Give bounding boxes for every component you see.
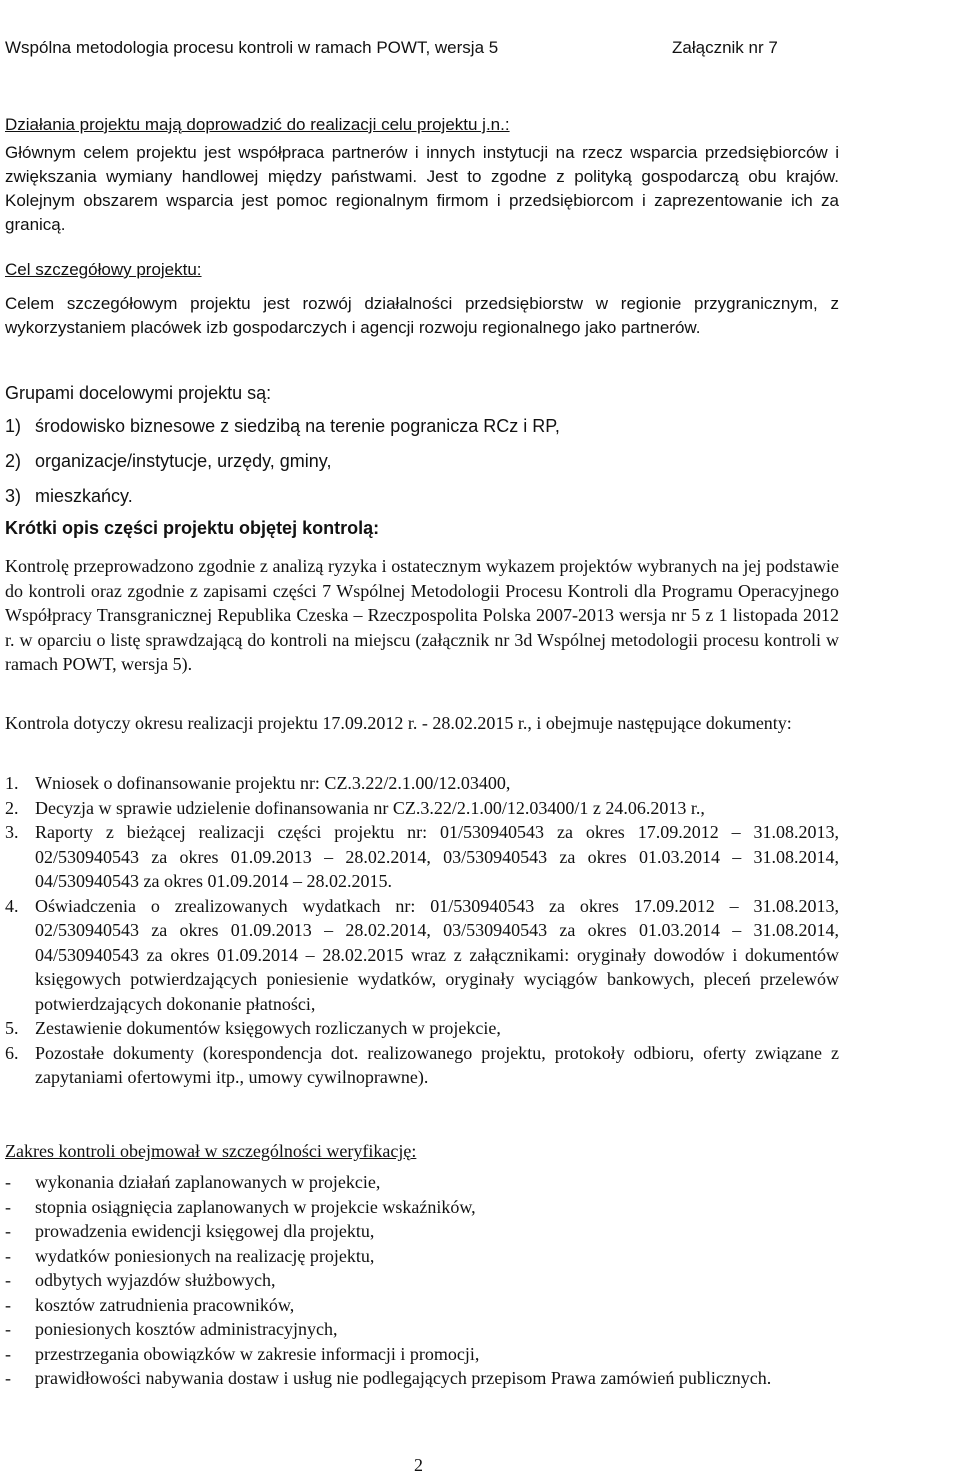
list-text: Decyzja w sprawie udzielenie dofinansowania nr CZ.3.22/2.1.00/12.03400/1 z 24.06.2013 r., <box>35 797 705 818</box>
scope-list-item: - wydatków poniesionych na realizację projektu, <box>5 1244 839 1269</box>
list-text: kosztów zatrudnienia pracowników, <box>35 1294 295 1315</box>
scope-list-item: - kosztów zatrudnienia pracowników, <box>5 1293 839 1318</box>
scope-list-item: - prawidłowości nabywania dostaw i usług nie podlegających przepisom Prawa zamówień publicznych. <box>5 1366 839 1391</box>
scope-list <box>5 1170 839 1391</box>
document-list-item <box>5 771 839 796</box>
target-group-number: 3) <box>5 486 22 506</box>
list-text: odbytych wyjazdów służbowych, <box>35 1270 276 1290</box>
section-heading-short-description: Krótki opis części projektu objętej kontrolą: <box>5 518 380 538</box>
scope-list-item: - wykonania działań zaplanowanych w projekcie, <box>5 1170 839 1195</box>
section-body-control-period: Kontrola dotyczy okresu realizacji projektu 17.09.2012 r. - 28.02.2015 r., i obejmuje następujące dokumenty: <box>5 713 792 733</box>
list-text: prawidłowości nabywania dostaw i usług nie podlegających przepisom Prawa zamówień publicznych. <box>35 1368 772 1388</box>
header-attachment: Załącznik nr 7 <box>672 38 778 57</box>
list-number: 1. <box>5 773 19 793</box>
target-group-number: 2) <box>5 451 22 471</box>
document-list-item <box>5 1016 839 1041</box>
list-number: 4. <box>5 895 19 916</box>
section-body-specific-goal: Celem szczegółowym projektu jest rozwój działalności przedsiębiorstw w regionie przygranicznym, z wykorzystaniem placówek izb gospodarczych i agencji rozwoju regionalnego jako partnerów. <box>5 294 839 337</box>
section-heading-control-scope: Zakres kontroli obejmował w szczególności weryfikację: <box>5 1141 417 1161</box>
list-text: poniesionych kosztów administracyjnych, <box>35 1319 338 1339</box>
document-list-item <box>5 796 839 821</box>
section-body-control-basis: Kontrolę przeprowadzono zgodnie z analizą ryzyka i ostatecznym wykazem projektów wybranych na jej podstawie do kontroli oraz zgodnie z zapisami części 7 Wspólnej Metodologii Procesu Kontroli dla Programu Operacyjnego Współpracy Transgranicznej Republika Czeska – Rzeczpospolita Polska 2007-2013 wersja nr 5 z 1 listopada 2012 r. w oparciu o listę sprawdzającą do kontroli na miejscu (załącznik nr 3d Wspólnej metodologii procesu kontroli w ramach POWT, wersja 5). <box>5 556 839 674</box>
list-text: wydatków poniesionych na realizację projektu, <box>35 1245 375 1266</box>
section-heading-actions: Działania projektu mają doprowadzić do realizacji celu projektu j.n.: <box>5 115 510 134</box>
list-number: 3. <box>5 822 19 842</box>
scope-list-item: - prowadzenia ewidencji księgowej dla projektu, <box>5 1219 839 1244</box>
target-group-number: 1) <box>5 416 22 436</box>
scope-list-item: - odbytych wyjazdów służbowych, <box>5 1268 839 1293</box>
scope-list-item: - poniesionych kosztów administracyjnych, <box>5 1317 839 1342</box>
section-heading-specific-goal: Cel szczegółowy projektu: <box>5 260 202 279</box>
list-text: Zestawienie dokumentów księgowych rozliczanych w projekcie, <box>35 1018 501 1038</box>
document-list-item <box>5 1041 839 1090</box>
target-group-text: środowisko biznesowe z siedzibą na terenie pogranicza RCz i RP, <box>35 416 560 436</box>
header-title: Wspólna metodologia procesu kontroli w ramach POWT, wersja 5 <box>5 38 499 57</box>
scope-list-item: - przestrzegania obowiązków w zakresie informacji i promocji, <box>5 1342 839 1367</box>
target-group-item <box>5 484 845 508</box>
document-list-item <box>5 820 839 894</box>
list-text: Raporty z bieżącej realizacji części projektu nr: 01/530940543 za okres 17.09.2012 – 31.08.2013, 02/530940543 za okres 01.09.2013 – 28.02.2014, 03/530940543 za okres 01.03.2014 – 31.08.2014, 04/530940543 za okres 01.09.2014 – 28.02.2015. <box>35 822 839 891</box>
target-group-text: mieszkańcy. <box>35 486 133 506</box>
document-list <box>5 771 839 1090</box>
list-text: Pozostałe dokumenty (korespondencja dot. realizowanego projektu, protokoły odbioru, oferty związane z zapytaniami ofertowymi itp., umowy cywilnoprawne). <box>35 1042 839 1087</box>
scope-list-item: - stopnia osiągnięcia zaplanowanych w projekcie wskaźników, <box>5 1195 839 1220</box>
target-group-item <box>5 449 845 473</box>
section-body-main-goal: Głównym celem projektu jest współpraca partnerów i innych instytucji na rzecz wsparcia przedsiębiorców i zwiększania wymiany handlowej między państwami. Jest to zgodne z polityką gospodarczą obu krajów. Kolejnym obszarem wsparcia jest pomoc regionalnym firmom i przedsiębiorcom i zaprezentowanie ich za granicą. <box>5 143 839 234</box>
list-text: prowadzenia ewidencji księgowej dla projektu, <box>35 1221 375 1241</box>
target-groups-title: Grupami docelowymi projektu są: <box>5 383 272 403</box>
list-number: 2. <box>5 797 19 818</box>
list-number: 5. <box>5 1018 19 1038</box>
document-list-item <box>5 894 839 1017</box>
list-text: przestrzegania obowiązków w zakresie informacji i promocji, <box>35 1343 480 1364</box>
list-number: 6. <box>5 1042 19 1063</box>
target-group-text: organizacje/instytucje, urzędy, gminy, <box>35 451 332 471</box>
list-text: Wniosek o dofinansowanie projektu nr: CZ.3.22/2.1.00/12.03400, <box>35 773 511 793</box>
list-text: Oświadczenia o zrealizowanych wydatkach nr: 01/530940543 za okres 17.09.2012 – 31.08.2013, 02/530940543 za okres 01.09.2013 – 28.02.2014, 03/530940543 za okres 01.03.2014 – 31.08.2014, 04/530940543 za okres 01.09.2014 – 28.02.2015 wraz z załącznikami: oryginały dowodów i dokumentów księgowych potwierdzających poniesienie wydatków, oryginały wyciągów bankowych, pleceń przelewów potwierdzających dokonanie płatności, <box>35 895 839 1014</box>
list-text: stopnia osiągnięcia zaplanowanych w projekcie wskaźników, <box>35 1196 476 1217</box>
page-number: 2 <box>414 1455 423 1475</box>
target-group-item <box>5 414 845 438</box>
list-text: wykonania działań zaplanowanych w projekcie, <box>35 1172 381 1192</box>
